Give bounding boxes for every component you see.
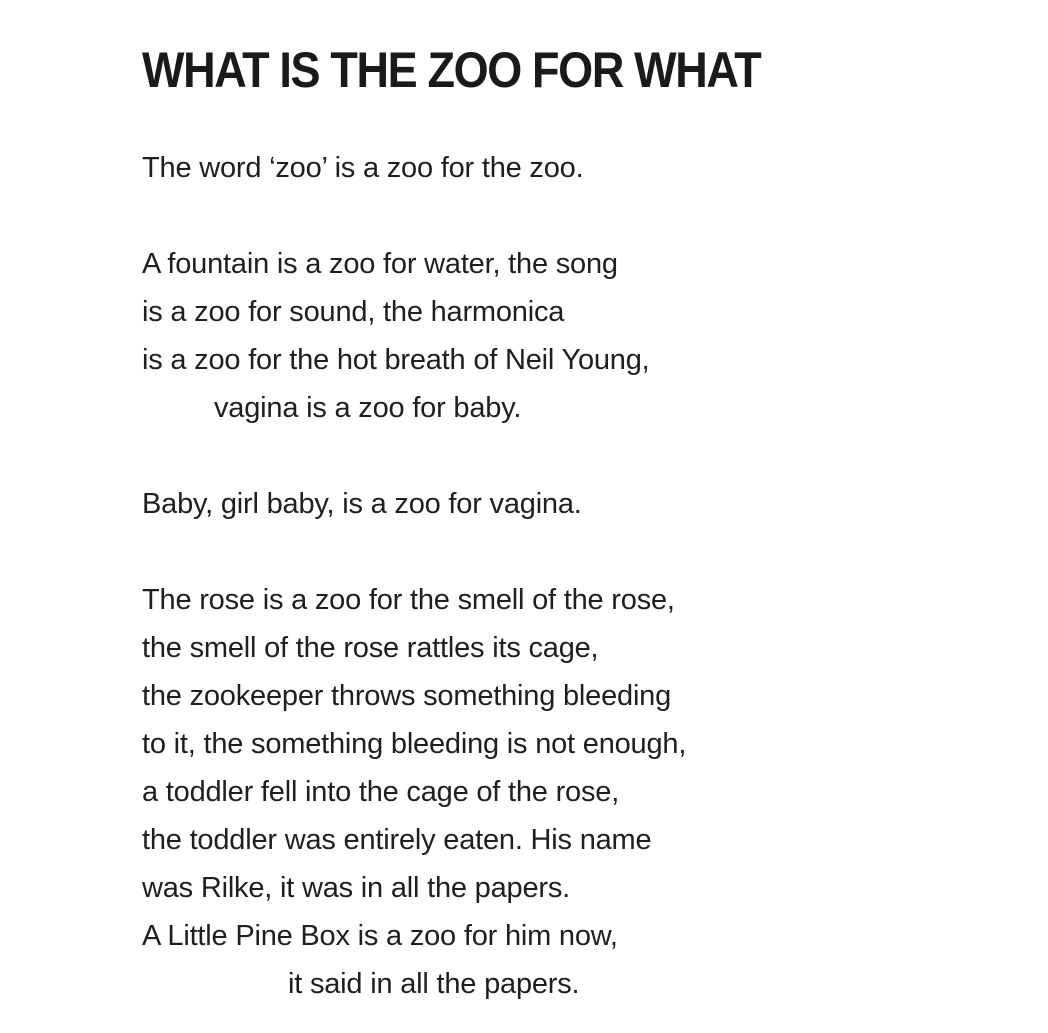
poem xyxy=(142,40,1002,1008)
poem-line: is a zoo for sound, the harmonica xyxy=(142,296,565,328)
poem-line: The rose is a zoo for the smell of the rose, xyxy=(142,584,675,616)
poem-line: a toddler fell into the cage of the rose, xyxy=(142,776,620,808)
poem-line: to it, the something bleeding is not enough, xyxy=(142,728,687,760)
poem-line: The word ‘zoo’ is a zoo for the zoo. xyxy=(142,152,584,184)
poem-line: is a zoo for the hot breath of Neil Young, xyxy=(142,344,650,376)
poem-line: A fountain is a zoo for water, the song xyxy=(142,248,618,280)
stanza-3 xyxy=(142,480,1002,528)
poem-line: the smell of the rose rattles its cage, xyxy=(142,632,599,664)
poem-line: the toddler was entirely eaten. His name xyxy=(142,824,652,856)
poem-line: was Rilke, it was in all the papers. xyxy=(142,872,570,904)
poem-line-indented: it said in all the papers. xyxy=(288,968,580,1000)
poem-line-indented: vagina is a zoo for baby. xyxy=(214,392,522,424)
stanza-1 xyxy=(142,144,1002,192)
poem-line: the zookeeper throws something bleeding xyxy=(142,680,672,712)
poem-line: Baby, girl baby, is a zoo for vagina. xyxy=(142,488,582,520)
poem-title: WHAT IS THE ZOO FOR WHAT xyxy=(142,42,761,98)
poem-line: A Little Pine Box is a zoo for him now, xyxy=(142,920,618,952)
stanza-4 xyxy=(142,576,1002,1008)
stanza-2 xyxy=(142,240,1002,432)
